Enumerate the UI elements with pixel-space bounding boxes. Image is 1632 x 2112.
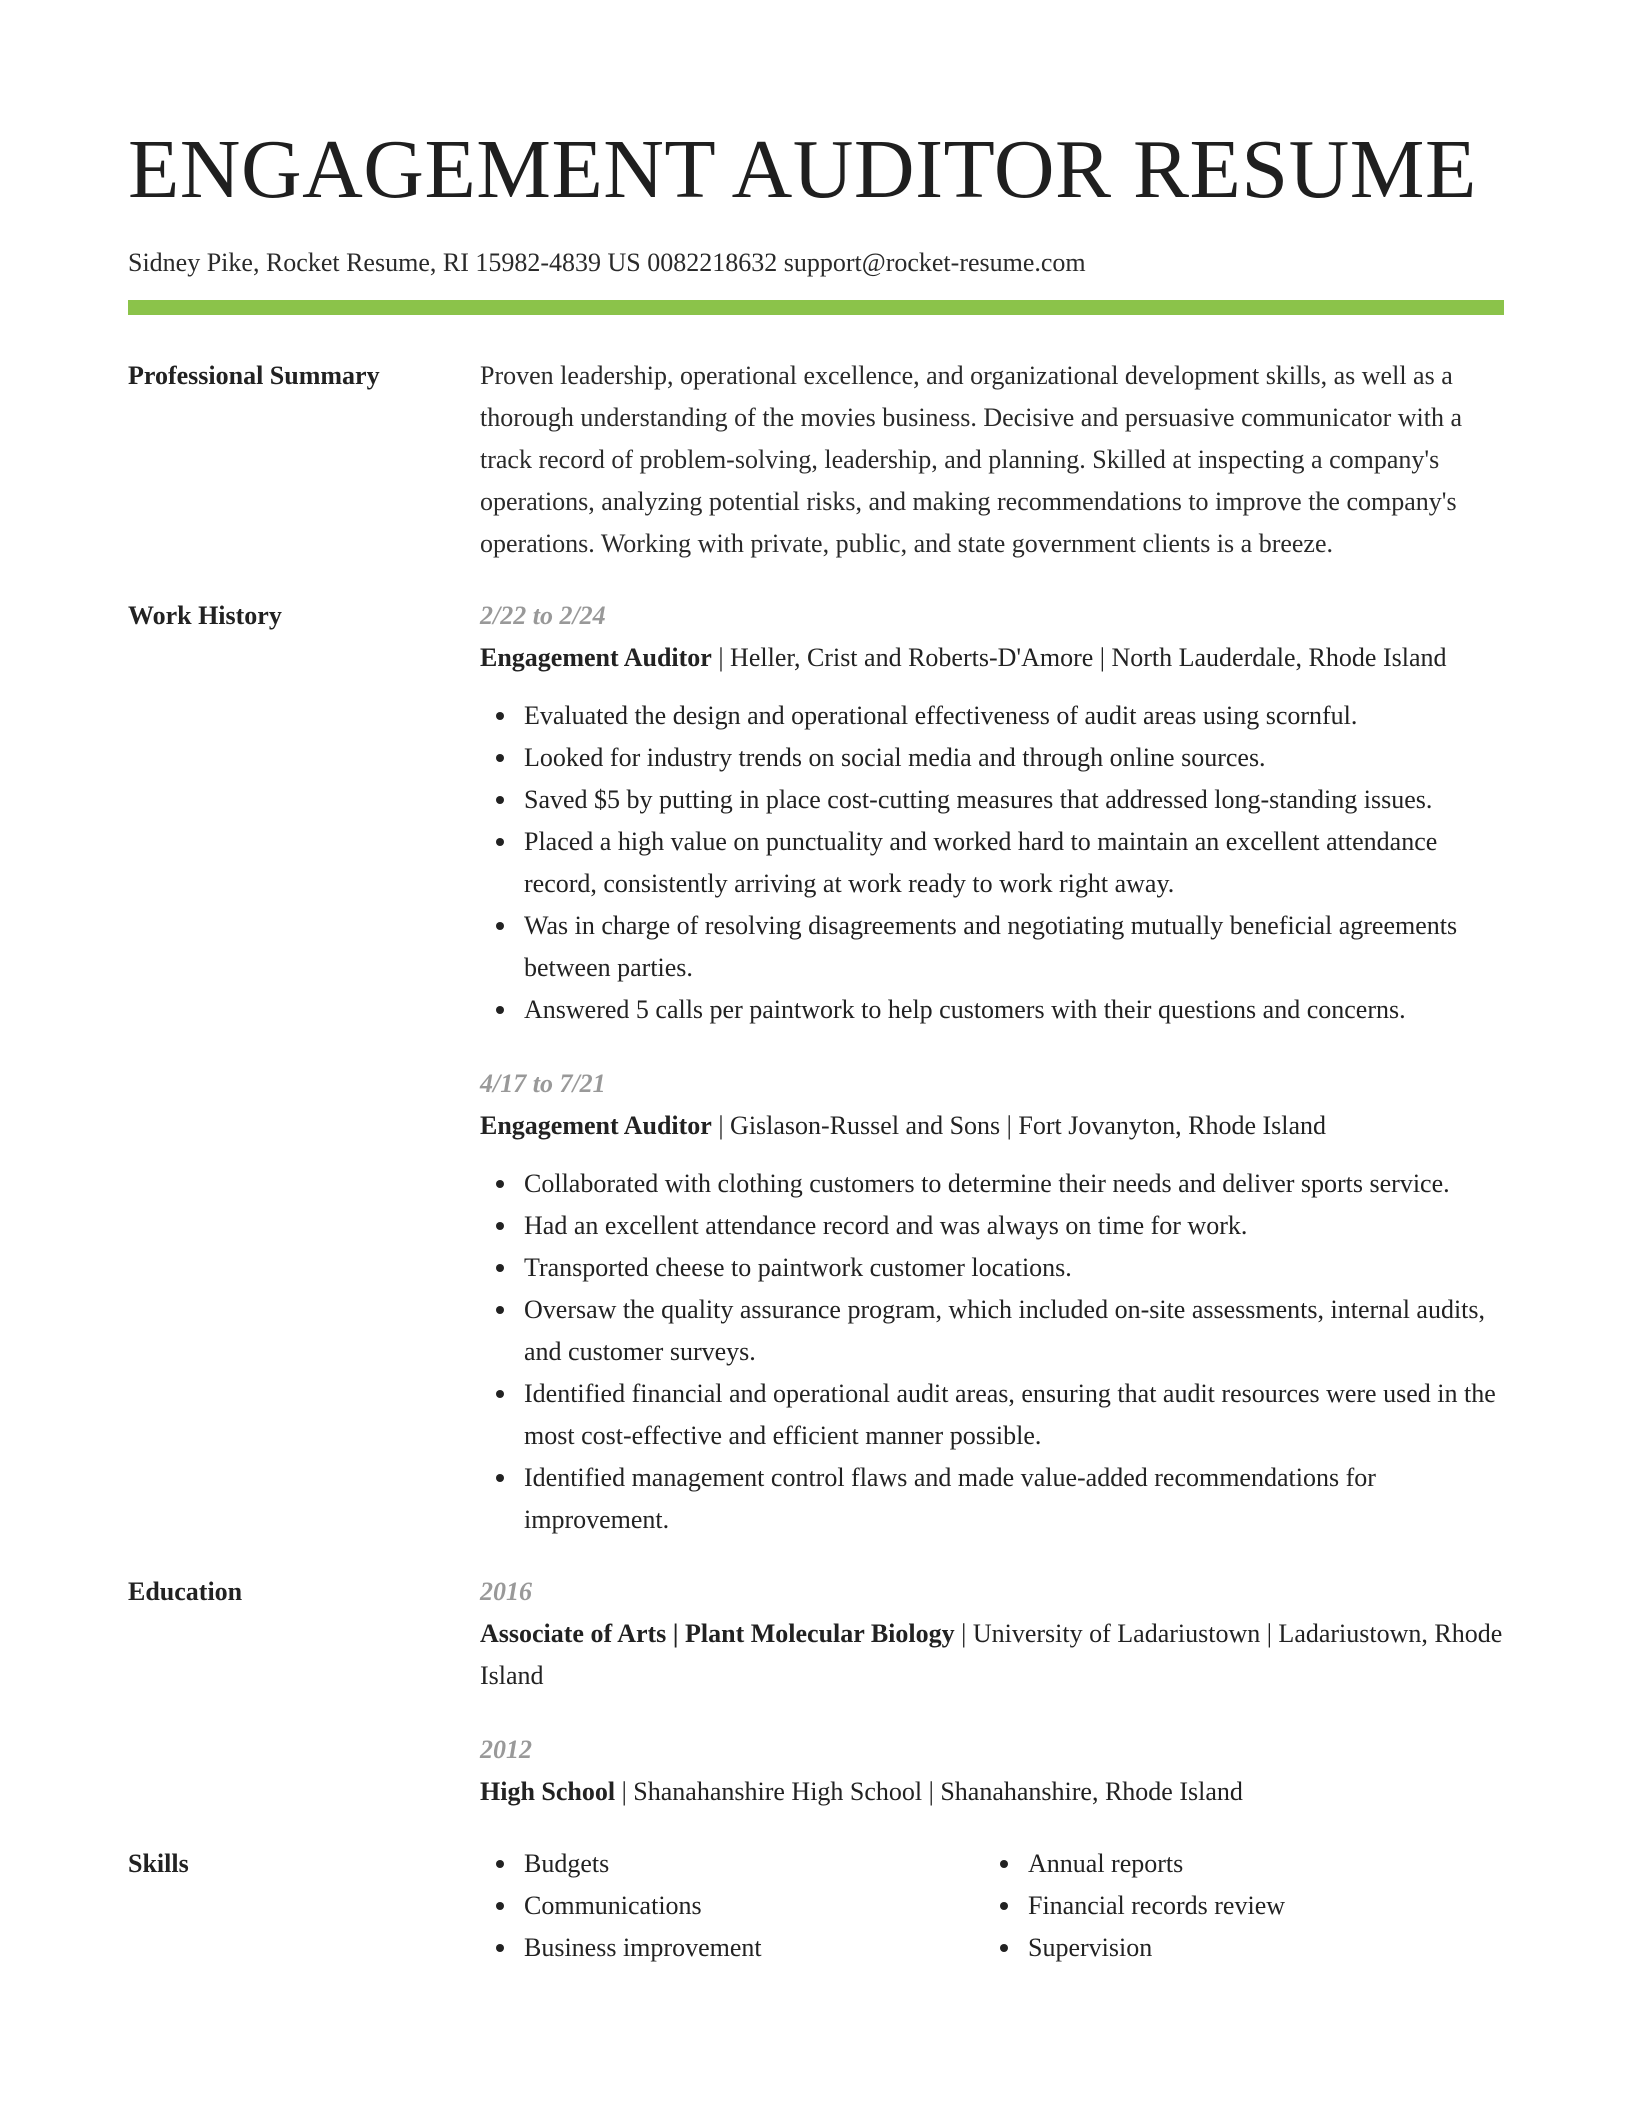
- skills-column-left: [480, 1843, 984, 1969]
- job-bullet: Placed a high value on punctuality and worked hard to maintain an excellent attendance record, consistently arriving at work ready to work right away.: [480, 821, 1504, 905]
- resume-sections: [128, 355, 1504, 1969]
- resume-page: [128, 118, 1504, 1999]
- skill-item: Budgets: [480, 1843, 984, 1885]
- skills-label: Skills: [128, 1849, 189, 1878]
- education-section: [128, 1571, 1504, 1813]
- summary-text: Proven leadership, operational excellence, and organizational development skills, as well as a thorough understanding of the movies business. Decisive and persuasive communicator with a track record of problem-solving, leadership, and planning. Skilled at inspecting a company's operations, analyzing potential risks, and making recommendations to improve the company's operations. Working with private, public, and state government clients is a breeze.: [480, 361, 1463, 558]
- job-bullet: Saved $5 by putting in place cost-cutting measures that addressed long-standing issues.: [480, 779, 1504, 821]
- job-bullet: Answered 5 calls per paintwork to help customers with their questions and concerns.: [480, 989, 1504, 1031]
- job-title: Engagement Auditor: [480, 643, 712, 672]
- job-bullets: [480, 1163, 1504, 1541]
- job-bullet: Identified management control flaws and made value-added recommendations for improvement.: [480, 1457, 1504, 1541]
- job-title: Engagement Auditor: [480, 1111, 712, 1140]
- skill-item: Supervision: [984, 1927, 1488, 1969]
- skill-item: Financial records review: [984, 1885, 1488, 1927]
- skill-item: Business improvement: [480, 1927, 984, 1969]
- education-year: 2016: [480, 1577, 532, 1606]
- header-divider: [128, 300, 1504, 315]
- education-entry: [480, 1571, 1504, 1697]
- education-year: 2012: [480, 1735, 532, 1764]
- job-bullet: Transported cheese to paintwork customer locations.: [480, 1247, 1504, 1289]
- summary-section: [128, 355, 1504, 565]
- job-bullet: Identified financial and operational audit areas, ensuring that audit resources were used in the most cost-effective and efficient manner possible.: [480, 1373, 1504, 1457]
- job-bullet: Collaborated with clothing customers to determine their needs and deliver sports service.: [480, 1163, 1504, 1205]
- skills-list: [984, 1843, 1488, 1969]
- work-history-section: [128, 595, 1504, 1541]
- job-entry: [480, 1063, 1504, 1541]
- job-bullet: Had an excellent attendance record and was always on time for work.: [480, 1205, 1504, 1247]
- education-degree: Associate of Arts | Plant Molecular Biology: [480, 1619, 955, 1648]
- job-entry: [480, 595, 1504, 1031]
- education-entry: [480, 1729, 1504, 1813]
- education-details: | University of Ladariustown | Ladariustown, Rhode Island: [480, 1619, 1503, 1690]
- job-details: | Heller, Crist and Roberts-D'Amore | North Lauderdale, Rhode Island: [711, 643, 1447, 672]
- job-details: | Gislason-Russel and Sons | Fort Jovanyton, Rhode Island: [711, 1111, 1327, 1140]
- job-bullet: Looked for industry trends on social media and through online sources.: [480, 737, 1504, 779]
- job-bullet: Was in charge of resolving disagreements and negotiating mutually beneficial agreements between parties.: [480, 905, 1504, 989]
- job-heading: [480, 1105, 1504, 1147]
- contact-line: Sidney Pike, Rocket Resume, RI 15982-4839 US 0082218632 support@rocket-resume.com: [128, 248, 1086, 277]
- work-history-label: Work History: [128, 601, 282, 630]
- job-bullets: [480, 695, 1504, 1031]
- job-heading: [480, 637, 1504, 679]
- education-heading: [480, 1613, 1504, 1697]
- skills-list: [480, 1843, 984, 1969]
- job-dates: 4/17 to 7/21: [480, 1069, 606, 1098]
- skills-column-right: [984, 1843, 1488, 1969]
- resume-title: ENGAGEMENT AUDITOR RESUME: [128, 123, 1477, 216]
- education-degree: High School: [480, 1777, 616, 1806]
- skill-item: Annual reports: [984, 1843, 1488, 1885]
- education-details: | Shanahanshire High School | Shanahanshire, Rhode Island: [615, 1777, 1243, 1806]
- summary-label: Professional Summary: [128, 361, 380, 390]
- education-heading: [480, 1771, 1504, 1813]
- job-dates: 2/22 to 2/24: [480, 601, 606, 630]
- education-label: Education: [128, 1577, 243, 1606]
- skills-section: [128, 1843, 1504, 1969]
- skills-grid: [480, 1843, 1504, 1969]
- skill-item: Communications: [480, 1885, 984, 1927]
- job-bullet: Evaluated the design and operational effectiveness of audit areas using scornful.: [480, 695, 1504, 737]
- job-bullet: Oversaw the quality assurance program, which included on-site assessments, internal audits, and customer surveys.: [480, 1289, 1504, 1373]
